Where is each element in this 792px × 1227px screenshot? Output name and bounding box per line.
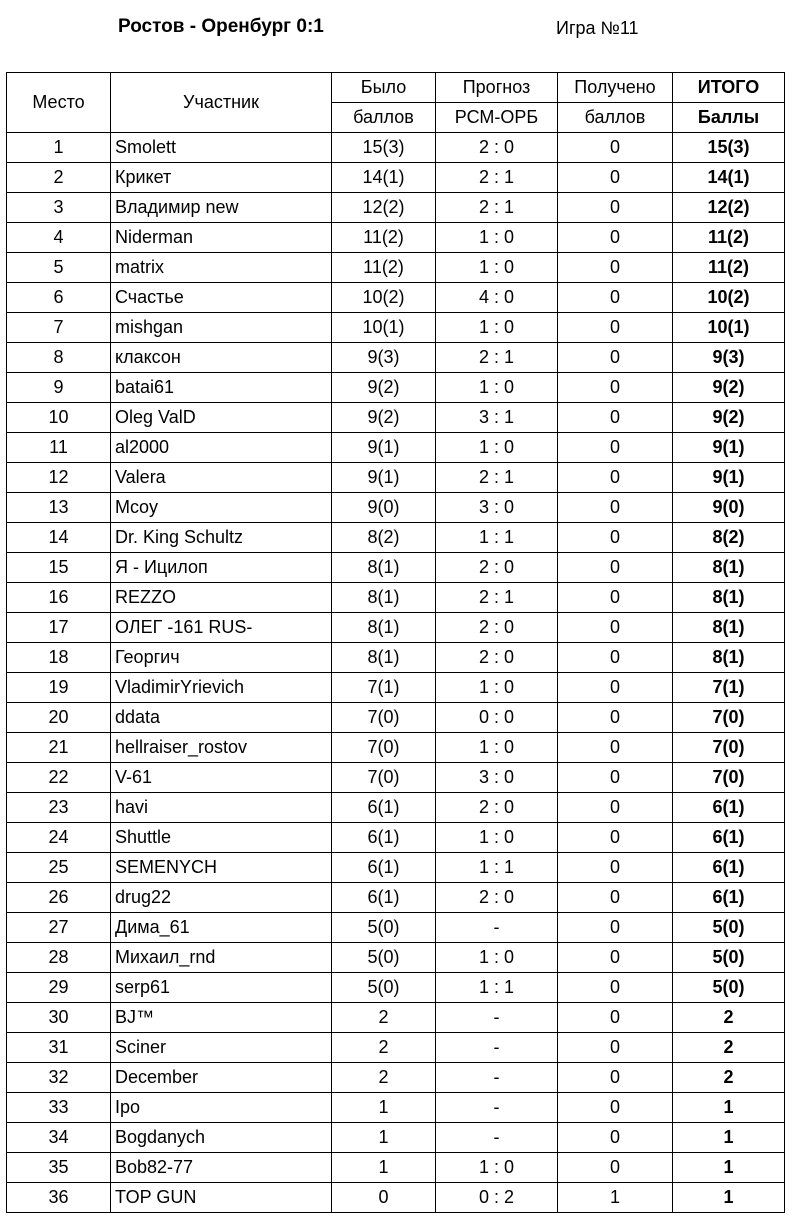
cell-forecast: 2 : 0 <box>436 793 558 823</box>
col-header-forecast-bottom: РСМ-ОРБ <box>436 103 558 133</box>
table-row <box>7 1183 785 1213</box>
cell-total-points: 1 <box>673 1153 785 1183</box>
cell-place: 19 <box>7 673 111 703</box>
table-row <box>7 793 785 823</box>
cell-participant: batai61 <box>111 373 332 403</box>
cell-received-points: 0 <box>558 1153 673 1183</box>
cell-participant: Mcoy <box>111 493 332 523</box>
cell-forecast: - <box>436 1063 558 1093</box>
cell-was-points: 14(1) <box>332 163 436 193</box>
cell-place: 26 <box>7 883 111 913</box>
cell-total-points: 9(2) <box>673 403 785 433</box>
table-row <box>7 523 785 553</box>
cell-forecast: - <box>436 1003 558 1033</box>
cell-place: 34 <box>7 1123 111 1153</box>
cell-place: 30 <box>7 1003 111 1033</box>
cell-forecast: 2 : 0 <box>436 553 558 583</box>
cell-received-points: 0 <box>558 283 673 313</box>
cell-place: 17 <box>7 613 111 643</box>
table-row <box>7 1093 785 1123</box>
table-row <box>7 433 785 463</box>
cell-place: 8 <box>7 343 111 373</box>
cell-total-points: 9(1) <box>673 463 785 493</box>
cell-place: 25 <box>7 853 111 883</box>
cell-received-points: 0 <box>558 343 673 373</box>
cell-was-points: 2 <box>332 1003 436 1033</box>
cell-forecast: 2 : 0 <box>436 613 558 643</box>
cell-received-points: 0 <box>558 553 673 583</box>
cell-total-points: 10(1) <box>673 313 785 343</box>
table-row <box>7 343 785 373</box>
cell-received-points: 0 <box>558 1063 673 1093</box>
cell-participant: Bogdanych <box>111 1123 332 1153</box>
cell-total-points: 9(0) <box>673 493 785 523</box>
table-row <box>7 223 785 253</box>
cell-place: 36 <box>7 1183 111 1213</box>
table-row <box>7 253 785 283</box>
cell-forecast: 1 : 0 <box>436 433 558 463</box>
cell-forecast: 1 : 0 <box>436 1153 558 1183</box>
table-row <box>7 163 785 193</box>
cell-received-points: 0 <box>558 793 673 823</box>
cell-received-points: 0 <box>558 493 673 523</box>
cell-was-points: 6(1) <box>332 883 436 913</box>
table-row <box>7 943 785 973</box>
cell-forecast: 1 : 0 <box>436 313 558 343</box>
table-row <box>7 403 785 433</box>
cell-forecast: 3 : 0 <box>436 493 558 523</box>
cell-forecast: 4 : 0 <box>436 283 558 313</box>
table-row <box>7 643 785 673</box>
cell-place: 10 <box>7 403 111 433</box>
cell-received-points: 0 <box>558 883 673 913</box>
cell-total-points: 2 <box>673 1033 785 1063</box>
table-row <box>7 1063 785 1093</box>
header-row-top <box>7 73 785 103</box>
cell-participant: matrix <box>111 253 332 283</box>
cell-was-points: 2 <box>332 1033 436 1063</box>
table-row <box>7 703 785 733</box>
cell-total-points: 5(0) <box>673 973 785 1003</box>
cell-received-points: 1 <box>558 1183 673 1213</box>
table-row <box>7 553 785 583</box>
cell-received-points: 0 <box>558 1123 673 1153</box>
cell-place: 13 <box>7 493 111 523</box>
col-header-place: Место <box>7 73 111 133</box>
col-header-received-bottom: баллов <box>558 103 673 133</box>
cell-received-points: 0 <box>558 373 673 403</box>
cell-total-points: 6(1) <box>673 853 785 883</box>
col-header-total-top: ИТОГО <box>673 73 785 103</box>
cell-received-points: 0 <box>558 853 673 883</box>
table-row <box>7 313 785 343</box>
cell-participant: drug22 <box>111 883 332 913</box>
cell-forecast: 1 : 0 <box>436 733 558 763</box>
cell-was-points: 8(1) <box>332 553 436 583</box>
cell-was-points: 5(0) <box>332 973 436 1003</box>
cell-received-points: 0 <box>558 193 673 223</box>
game-number: Игра №11 <box>556 18 639 38</box>
cell-participant: Shuttle <box>111 823 332 853</box>
cell-was-points: 6(1) <box>332 823 436 853</box>
cell-forecast: 3 : 0 <box>436 763 558 793</box>
col-header-total-bottom: Баллы <box>673 103 785 133</box>
cell-was-points: 11(2) <box>332 253 436 283</box>
cell-place: 1 <box>7 133 111 163</box>
cell-participant: Я - Ицилоп <box>111 553 332 583</box>
col-header-was-bottom: баллов <box>332 103 436 133</box>
cell-participant: VladimirYrievich <box>111 673 332 703</box>
cell-total-points: 10(2) <box>673 283 785 313</box>
cell-participant: Михаил_rnd <box>111 943 332 973</box>
cell-forecast: 1 : 0 <box>436 673 558 703</box>
cell-was-points: 5(0) <box>332 913 436 943</box>
table-row <box>7 883 785 913</box>
cell-participant: Bob82-77 <box>111 1153 332 1183</box>
cell-place: 21 <box>7 733 111 763</box>
cell-place: 16 <box>7 583 111 613</box>
cell-was-points: 9(1) <box>332 433 436 463</box>
cell-received-points: 0 <box>558 973 673 1003</box>
cell-place: 29 <box>7 973 111 1003</box>
table-header <box>7 73 785 133</box>
table-row <box>7 283 785 313</box>
cell-place: 2 <box>7 163 111 193</box>
cell-place: 28 <box>7 943 111 973</box>
cell-total-points: 14(1) <box>673 163 785 193</box>
cell-total-points: 8(1) <box>673 583 785 613</box>
cell-was-points: 9(2) <box>332 373 436 403</box>
cell-forecast: 0 : 2 <box>436 1183 558 1213</box>
table-row <box>7 763 785 793</box>
cell-total-points: 9(3) <box>673 343 785 373</box>
cell-forecast: 2 : 0 <box>436 883 558 913</box>
cell-participant: Счастье <box>111 283 332 313</box>
cell-total-points: 9(1) <box>673 433 785 463</box>
cell-forecast: - <box>436 1093 558 1123</box>
cell-total-points: 6(1) <box>673 793 785 823</box>
cell-participant: REZZO <box>111 583 332 613</box>
table-row <box>7 1033 785 1063</box>
cell-participant: Valera <box>111 463 332 493</box>
cell-place: 24 <box>7 823 111 853</box>
cell-received-points: 0 <box>558 613 673 643</box>
cell-forecast: 1 : 1 <box>436 523 558 553</box>
cell-total-points: 7(0) <box>673 763 785 793</box>
cell-was-points: 8(1) <box>332 643 436 673</box>
cell-participant: Dr. King Schultz <box>111 523 332 553</box>
cell-was-points: 1 <box>332 1153 436 1183</box>
cell-place: 15 <box>7 553 111 583</box>
cell-was-points: 1 <box>332 1123 436 1153</box>
cell-received-points: 0 <box>558 433 673 463</box>
cell-total-points: 11(2) <box>673 253 785 283</box>
cell-forecast: 2 : 0 <box>436 643 558 673</box>
cell-total-points: 8(2) <box>673 523 785 553</box>
cell-place: 4 <box>7 223 111 253</box>
cell-forecast: 2 : 1 <box>436 193 558 223</box>
cell-received-points: 0 <box>558 823 673 853</box>
cell-participant: TOP GUN <box>111 1183 332 1213</box>
cell-participant: SEMENYCH <box>111 853 332 883</box>
cell-place: 14 <box>7 523 111 553</box>
cell-was-points: 7(0) <box>332 703 436 733</box>
cell-participant: serp61 <box>111 973 332 1003</box>
cell-forecast: 1 : 0 <box>436 253 558 283</box>
cell-total-points: 2 <box>673 1063 785 1093</box>
cell-total-points: 8(1) <box>673 613 785 643</box>
cell-was-points: 5(0) <box>332 943 436 973</box>
cell-received-points: 0 <box>558 163 673 193</box>
cell-was-points: 9(3) <box>332 343 436 373</box>
cell-participant: Smolett <box>111 133 332 163</box>
cell-forecast: 3 : 1 <box>436 403 558 433</box>
cell-place: 35 <box>7 1153 111 1183</box>
cell-participant: havi <box>111 793 332 823</box>
cell-place: 5 <box>7 253 111 283</box>
table-row <box>7 913 785 943</box>
col-header-was-top: Было <box>332 73 436 103</box>
cell-participant: Георгич <box>111 643 332 673</box>
cell-participant: ddata <box>111 703 332 733</box>
cell-total-points: 11(2) <box>673 223 785 253</box>
cell-received-points: 0 <box>558 523 673 553</box>
table-row <box>7 1153 785 1183</box>
cell-forecast: 1 : 0 <box>436 943 558 973</box>
cell-total-points: 8(1) <box>673 553 785 583</box>
cell-forecast: 1 : 0 <box>436 223 558 253</box>
table-row <box>7 733 785 763</box>
cell-total-points: 5(0) <box>673 943 785 973</box>
cell-received-points: 0 <box>558 583 673 613</box>
cell-participant: al2000 <box>111 433 332 463</box>
table-row <box>7 133 785 163</box>
table-row <box>7 823 785 853</box>
cell-participant: Крикет <box>111 163 332 193</box>
cell-forecast: 0 : 0 <box>436 703 558 733</box>
cell-place: 6 <box>7 283 111 313</box>
cell-total-points: 15(3) <box>673 133 785 163</box>
cell-place: 12 <box>7 463 111 493</box>
table-row <box>7 853 785 883</box>
table-row <box>7 373 785 403</box>
cell-forecast: 2 : 1 <box>436 343 558 373</box>
cell-received-points: 0 <box>558 1003 673 1033</box>
cell-participant: Oleg ValD <box>111 403 332 433</box>
cell-participant: V-61 <box>111 763 332 793</box>
cell-total-points: 1 <box>673 1123 785 1153</box>
cell-received-points: 0 <box>558 673 673 703</box>
table-row <box>7 193 785 223</box>
cell-total-points: 6(1) <box>673 823 785 853</box>
table-row <box>7 673 785 703</box>
col-header-forecast-top: Прогноз <box>436 73 558 103</box>
cell-total-points: 1 <box>673 1183 785 1213</box>
col-header-participant: Участник <box>111 73 332 133</box>
cell-received-points: 0 <box>558 643 673 673</box>
table-row <box>7 1003 785 1033</box>
cell-participant: Niderman <box>111 223 332 253</box>
cell-total-points: 6(1) <box>673 883 785 913</box>
cell-place: 22 <box>7 763 111 793</box>
cell-was-points: 7(0) <box>332 733 436 763</box>
col-header-received-top: Получено <box>558 73 673 103</box>
cell-total-points: 1 <box>673 1093 785 1123</box>
cell-forecast: - <box>436 913 558 943</box>
cell-was-points: 10(2) <box>332 283 436 313</box>
table-row <box>7 463 785 493</box>
cell-was-points: 1 <box>332 1093 436 1123</box>
cell-forecast: 1 : 0 <box>436 373 558 403</box>
cell-forecast: 2 : 1 <box>436 583 558 613</box>
cell-received-points: 0 <box>558 943 673 973</box>
cell-received-points: 0 <box>558 403 673 433</box>
cell-was-points: 8(1) <box>332 613 436 643</box>
cell-participant: Владимир new <box>111 193 332 223</box>
cell-received-points: 0 <box>558 703 673 733</box>
table-row <box>7 1123 785 1153</box>
cell-was-points: 6(1) <box>332 853 436 883</box>
cell-place: 3 <box>7 193 111 223</box>
cell-participant: Sciner <box>111 1033 332 1063</box>
cell-forecast: 1 : 1 <box>436 853 558 883</box>
cell-place: 32 <box>7 1063 111 1093</box>
cell-place: 33 <box>7 1093 111 1123</box>
cell-received-points: 0 <box>558 133 673 163</box>
cell-place: 23 <box>7 793 111 823</box>
cell-place: 18 <box>7 643 111 673</box>
cell-received-points: 0 <box>558 1093 673 1123</box>
cell-participant: клаксон <box>111 343 332 373</box>
cell-was-points: 7(0) <box>332 763 436 793</box>
table-row <box>7 613 785 643</box>
cell-received-points: 0 <box>558 763 673 793</box>
cell-participant: Дима_61 <box>111 913 332 943</box>
cell-forecast: 2 : 1 <box>436 163 558 193</box>
cell-place: 27 <box>7 913 111 943</box>
cell-was-points: 0 <box>332 1183 436 1213</box>
cell-was-points: 9(1) <box>332 463 436 493</box>
cell-participant: BJ™ <box>111 1003 332 1033</box>
cell-forecast: - <box>436 1123 558 1153</box>
cell-was-points: 2 <box>332 1063 436 1093</box>
cell-was-points: 9(0) <box>332 493 436 523</box>
cell-participant: mishgan <box>111 313 332 343</box>
cell-place: 20 <box>7 703 111 733</box>
cell-received-points: 0 <box>558 463 673 493</box>
cell-was-points: 12(2) <box>332 193 436 223</box>
cell-total-points: 7(0) <box>673 733 785 763</box>
cell-total-points: 12(2) <box>673 193 785 223</box>
cell-was-points: 11(2) <box>332 223 436 253</box>
cell-was-points: 7(1) <box>332 673 436 703</box>
cell-received-points: 0 <box>558 223 673 253</box>
cell-participant: hellraiser_rostov <box>111 733 332 763</box>
cell-received-points: 0 <box>558 313 673 343</box>
cell-total-points: 9(2) <box>673 373 785 403</box>
cell-was-points: 8(1) <box>332 583 436 613</box>
table-row <box>7 973 785 1003</box>
cell-was-points: 10(1) <box>332 313 436 343</box>
cell-received-points: 0 <box>558 1033 673 1063</box>
cell-participant: December <box>111 1063 332 1093</box>
cell-participant: ОЛЕГ -161 RUS- <box>111 613 332 643</box>
cell-received-points: 0 <box>558 253 673 283</box>
table-row <box>7 583 785 613</box>
cell-place: 7 <box>7 313 111 343</box>
cell-place: 9 <box>7 373 111 403</box>
cell-forecast: 1 : 1 <box>436 973 558 1003</box>
cell-received-points: 0 <box>558 913 673 943</box>
cell-total-points: 7(1) <box>673 673 785 703</box>
cell-was-points: 9(2) <box>332 403 436 433</box>
cell-was-points: 8(2) <box>332 523 436 553</box>
table-body <box>7 133 785 1213</box>
cell-was-points: 6(1) <box>332 793 436 823</box>
standings-table <box>6 72 785 1213</box>
cell-forecast: 2 : 0 <box>436 133 558 163</box>
cell-total-points: 5(0) <box>673 913 785 943</box>
cell-participant: Ipo <box>111 1093 332 1123</box>
cell-was-points: 15(3) <box>332 133 436 163</box>
cell-forecast: 1 : 0 <box>436 823 558 853</box>
cell-total-points: 8(1) <box>673 643 785 673</box>
cell-total-points: 2 <box>673 1003 785 1033</box>
cell-place: 31 <box>7 1033 111 1063</box>
cell-place: 11 <box>7 433 111 463</box>
table-row <box>7 493 785 523</box>
page-title: Ростов - Оренбург 0:1 <box>118 16 324 37</box>
cell-forecast: - <box>436 1033 558 1063</box>
cell-received-points: 0 <box>558 733 673 763</box>
cell-forecast: 2 : 1 <box>436 463 558 493</box>
cell-total-points: 7(0) <box>673 703 785 733</box>
